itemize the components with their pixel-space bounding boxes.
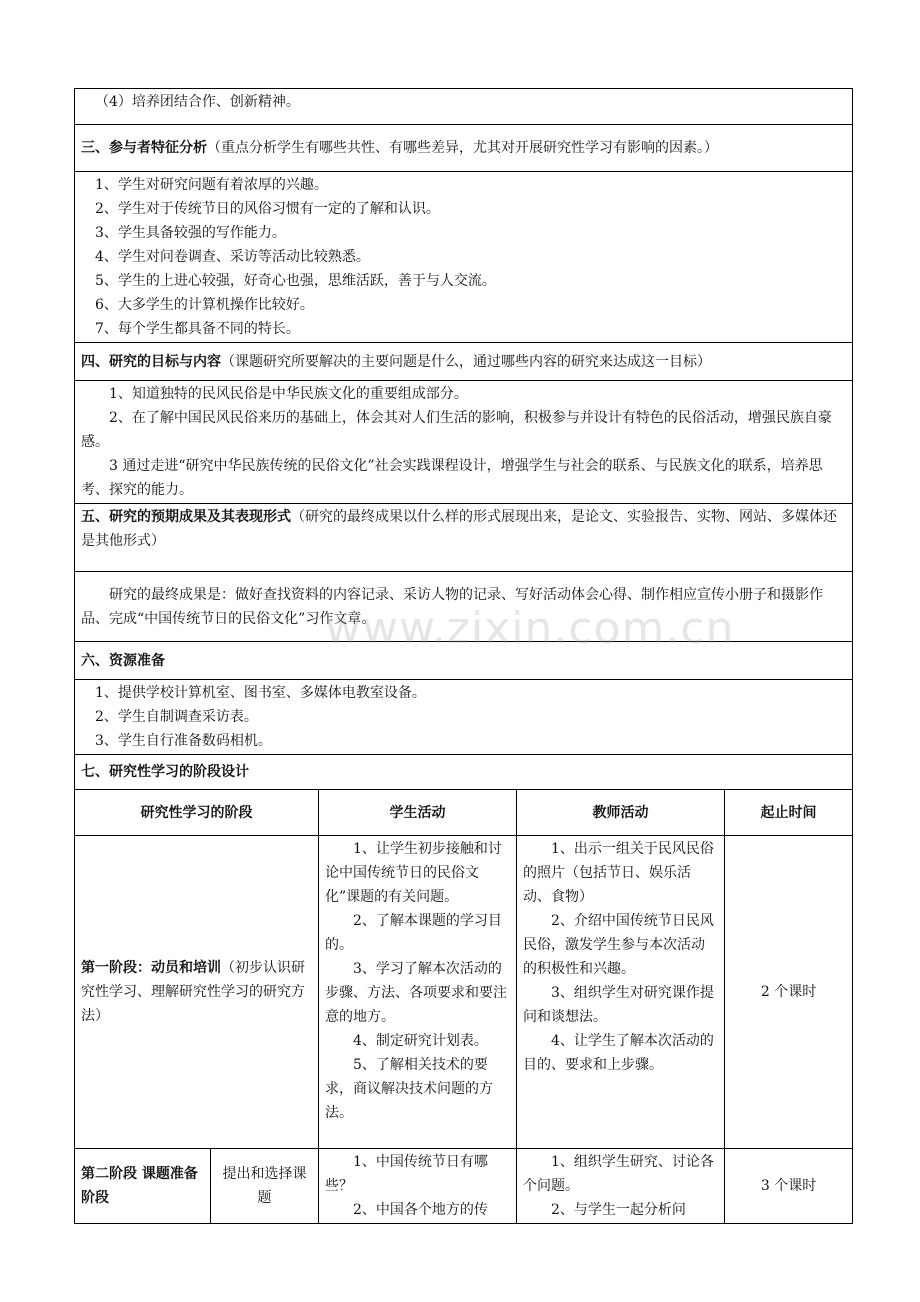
stage-2-time: 3 个课时 bbox=[725, 1149, 853, 1224]
list-item: 5、了解相关技术的要求，商议解决技术问题的方法。 bbox=[325, 1057, 493, 1121]
list-item: 5、学生的上进心较强，好奇心也强，思维活跃，善于与人交流。 bbox=[95, 273, 496, 289]
list-item: 2、学生对于传统节日的风俗习惯有一定的了解和认识。 bbox=[95, 201, 440, 217]
section-4-body bbox=[75, 381, 853, 504]
stage-1-note: （初步认识研究性学习、理解研究性学习的研究方法） bbox=[81, 960, 305, 1024]
stage-1-teacher bbox=[517, 836, 725, 1149]
list-item: 3、学习了解本次活动的步骤、方法、各项要求和要注意的地方。 bbox=[325, 961, 507, 1025]
stage-2-sub: 提出和选择课题 bbox=[211, 1149, 319, 1224]
section-5-header bbox=[75, 504, 853, 572]
list-item: 3、学生自行准备数码相机。 bbox=[95, 733, 272, 749]
list-item: 3、组织学生对研究课作提问和谈想法。 bbox=[523, 985, 714, 1025]
list-item: 1、出示一组关于民风民俗的照片（包括节日、娱乐活动、食物） bbox=[523, 841, 714, 905]
col-header-time: 起止时间 bbox=[725, 790, 853, 836]
objective-item-4 bbox=[75, 89, 853, 125]
section-6-body bbox=[75, 680, 853, 755]
section-3-note: （重点分析学生有哪些共性、有哪些差异，尤其对开展研究性学习有影响的因素。） bbox=[207, 140, 718, 156]
stage-1-name-cell bbox=[75, 836, 319, 1149]
col-header-stage: 研究性学习的阶段 bbox=[75, 790, 319, 836]
section-3-body bbox=[75, 172, 853, 343]
list-item: 1、学生对研究问题有着浓厚的兴趣。 bbox=[95, 177, 328, 193]
stage-2-name: 第二阶段 课题准备阶段 bbox=[75, 1149, 211, 1224]
stage-1-name: 第一阶段：动员和培训 bbox=[81, 960, 221, 976]
table-row bbox=[75, 836, 853, 1149]
list-item: 1、知道独特的民风民俗是中华民族文化的重要组成部分。 bbox=[109, 386, 468, 402]
section-5-note: （研究的最终成果以什么样的形式展现出来，是论文、实验报告、实物、网站、多媒体还是其他形式） bbox=[81, 509, 837, 549]
section-4-header bbox=[75, 343, 853, 381]
section-7-title: 七、研究性学习的阶段设计 bbox=[81, 764, 249, 780]
stage-2-student bbox=[319, 1149, 517, 1224]
list-item: 4、让学生了解本次活动的目的、要求和上步骤。 bbox=[523, 1033, 714, 1073]
section-5-text: 研究的最终成果是：做好查找资料的内容记录、采访人物的记录、写好活动体会心得、制作相应宣传小册子和摄影作品、完成“中国传统节日的民俗文化”习作文章。 bbox=[81, 586, 823, 627]
section-6-header bbox=[75, 642, 853, 680]
table-row bbox=[75, 1149, 853, 1224]
list-item: 1、让学生初步接触和讨论中国传统节日的民俗文化”课题的有关问题。 bbox=[325, 841, 502, 905]
list-item: 2、学生自制调查采访表。 bbox=[95, 709, 258, 725]
col-header-student: 学生活动 bbox=[319, 790, 517, 836]
objective-item-4-text: （4）培养团结合作、创新精神。 bbox=[95, 94, 300, 110]
section-7-header bbox=[75, 755, 853, 790]
list-item: 2、介绍中国传统节日民风民俗，激发学生参与本次活动的积极性和兴趣。 bbox=[523, 913, 714, 977]
list-item: 1、提供学校计算机室、图书室、多媒体电教室设备。 bbox=[95, 685, 426, 701]
section-4-note: （课题研究所要解决的主要问题是什么，通过哪些内容的研究来达成这一目标） bbox=[221, 353, 711, 370]
section-6-title: 六、资源准备 bbox=[81, 652, 165, 669]
list-item: 2、中国各个地方的传 bbox=[353, 1202, 488, 1218]
list-item: 3、学生具备较强的写作能力。 bbox=[95, 225, 286, 241]
list-item: 1、组织学生研究、讨论各个问题。 bbox=[523, 1154, 714, 1194]
col-header-teacher: 教师活动 bbox=[517, 790, 725, 836]
section-5-title: 五、研究的预期成果及其表现形式 bbox=[81, 509, 291, 525]
section-5-body bbox=[75, 572, 853, 642]
list-item: 4、学生对问卷调查、采访等活动比较熟悉。 bbox=[95, 249, 370, 265]
list-item: 2、了解本课题的学习目的。 bbox=[325, 913, 502, 953]
section-3-title: 三、参与者特征分析 bbox=[81, 140, 207, 156]
stage-2-teacher bbox=[517, 1149, 725, 1224]
section-4-title: 四、研究的目标与内容 bbox=[81, 353, 221, 370]
stage-1-time: 2 个课时 bbox=[725, 836, 853, 1149]
plan-table bbox=[74, 88, 853, 1224]
section-3-header bbox=[75, 125, 853, 172]
list-item: 7、每个学生都具备不同的特长。 bbox=[95, 321, 300, 337]
list-item: 6、大多学生的计算机操作比较好。 bbox=[95, 297, 314, 313]
list-item: 2、在了解中国民风民俗来历的基础上，体会其对人们生活的影响，积极参与并设计有特色的民俗活动，增强民族自豪感。 bbox=[81, 410, 832, 450]
list-item: 3 通过走进“研究中华民族传统的民俗文化”社会实践课程设计，增强学生与社会的联系、与民族文化的联系，培养思考、探究的能力。 bbox=[81, 458, 823, 498]
stage-1-student bbox=[319, 836, 517, 1149]
document-sheet bbox=[74, 88, 852, 1224]
watermark: www.zixin.com.cn bbox=[325, 603, 735, 654]
list-item: 2、与学生一起分析问 bbox=[551, 1202, 686, 1218]
list-item: 1、中国传统节日有哪些？ bbox=[325, 1154, 488, 1194]
list-item: 4、制定研究计划表。 bbox=[353, 1033, 488, 1049]
